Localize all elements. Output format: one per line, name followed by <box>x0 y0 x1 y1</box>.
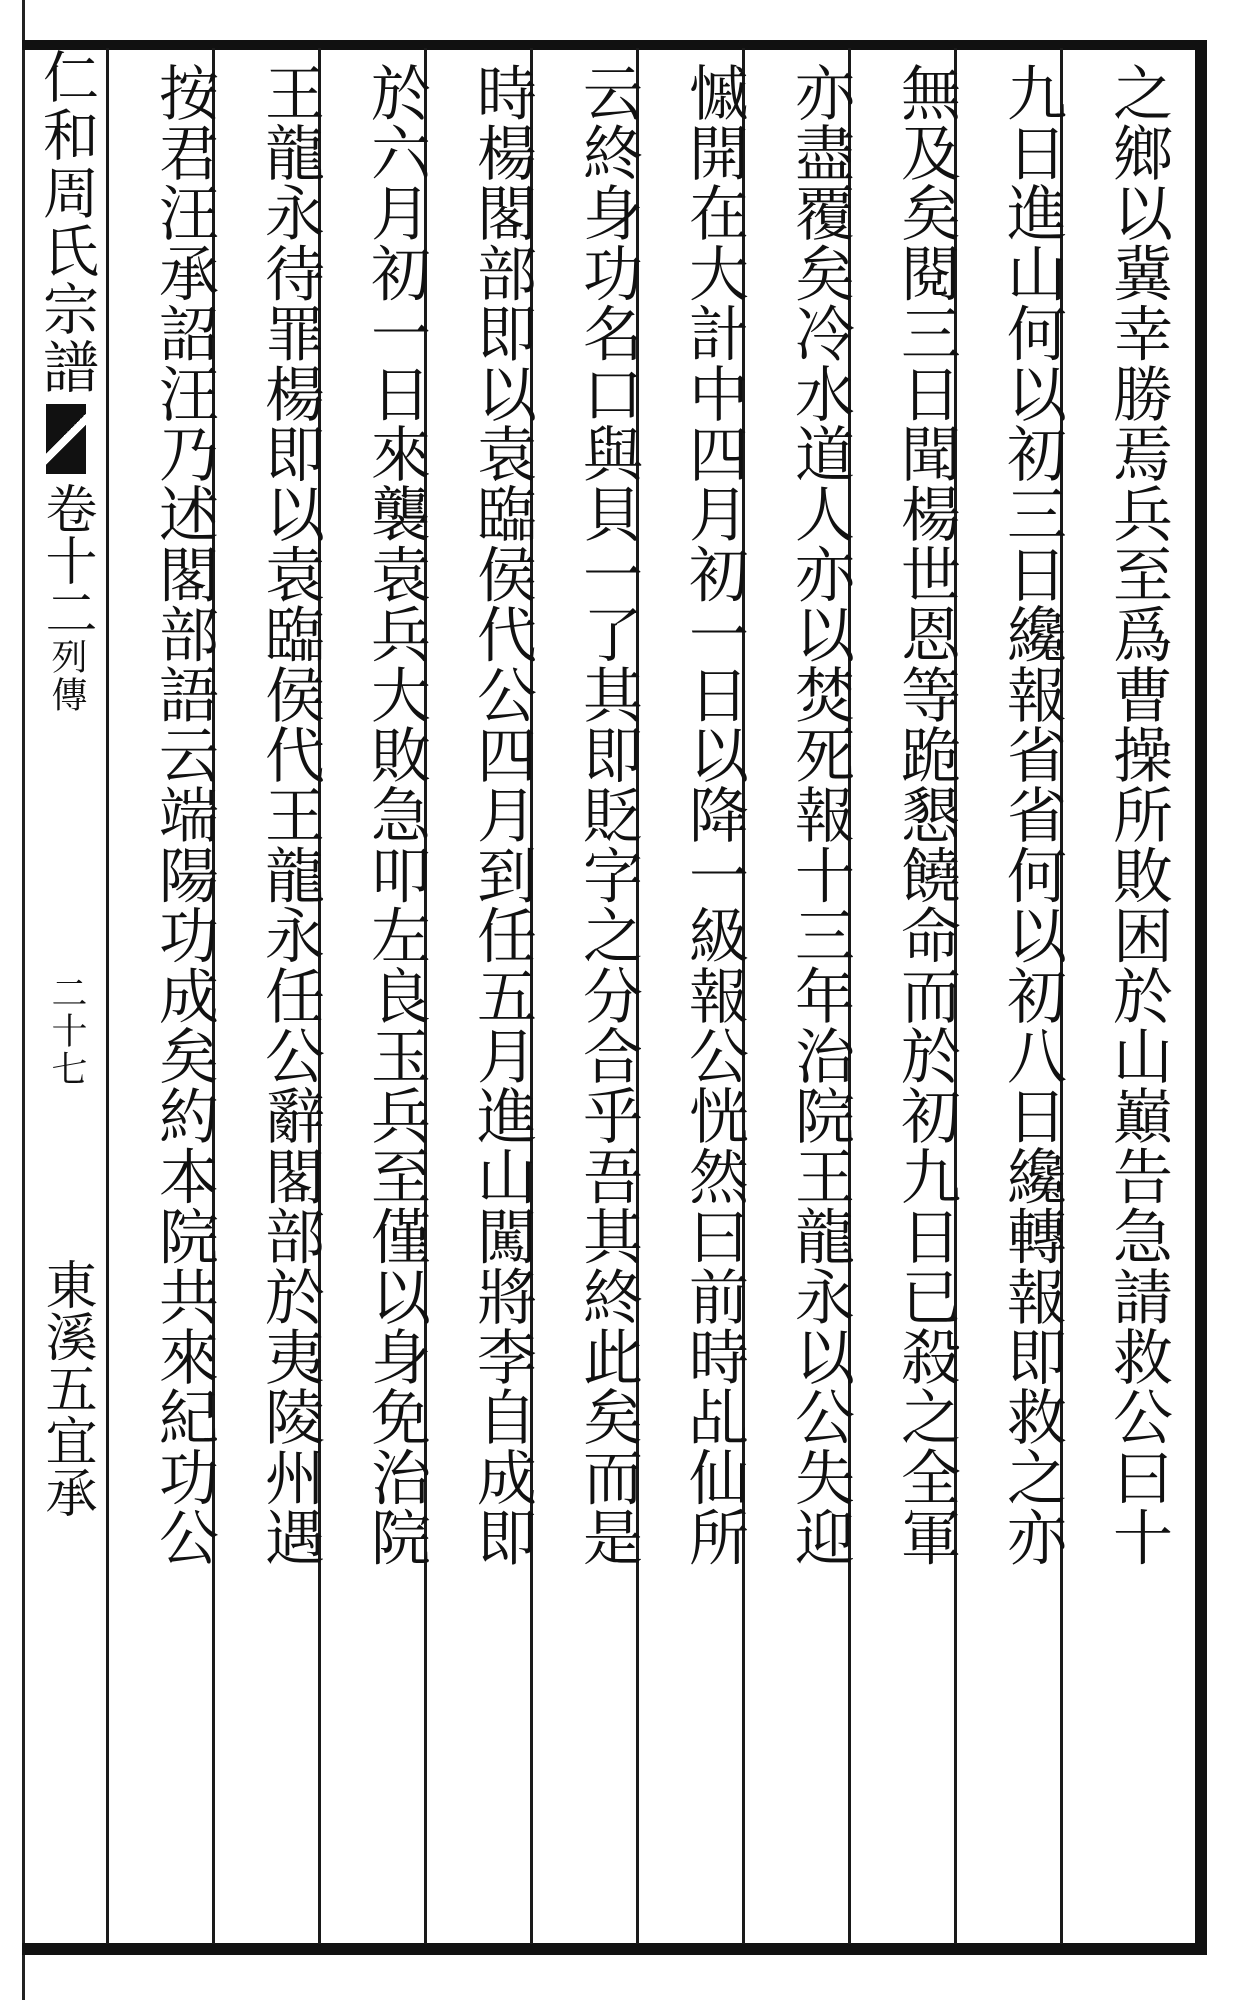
text-column-1: 之鄉以冀幸勝焉兵至爲曹操所敗困於山巔告急請救公曰十 <box>1103 62 1173 1567</box>
page-number: 二十七 <box>46 974 87 1088</box>
hall-name: 東溪五宜承 <box>36 1258 96 1518</box>
text-column-3: 無及矣閱三日聞楊世恩等跪懇饒命而於初九日已殺之全軍 <box>891 62 961 1567</box>
book-title: 仁和周氏宗譜 <box>34 48 99 396</box>
volume-label: 卷十二 <box>36 482 96 638</box>
book-banner <box>26 48 106 1948</box>
section-label: 列傳 <box>46 638 87 714</box>
text-column-4: 亦盡覆矣冷水道人亦以焚死報十三年治院王龍永以公失迎 <box>785 62 855 1567</box>
text-column-8: 於六月初一日來襲袁兵大敗急叩左良玉兵至僅以身免治院 <box>361 62 431 1567</box>
column-separator <box>106 48 109 1944</box>
fish-tail-mark <box>46 404 86 474</box>
text-column-7: 時楊閣部即以袁臨侯代公四月到任五月進山闖將李自成即 <box>467 62 537 1567</box>
text-column-10: 按君汪承詔汪乃述閣部語云端陽功成矣約本院共來紀功公 <box>149 62 219 1567</box>
text-column-6: 云終身功名口與貝一了其即貶字之分合乎吾其終此矣而是 <box>573 62 643 1567</box>
text-column-5: 慽開在大計中四月初一日以降一級報公恍然曰前時乩仙所 <box>679 62 749 1567</box>
text-column-9: 王龍永待罪楊即以袁臨侯代王龍永任公辭閣部於夷陵州遇 <box>255 62 325 1567</box>
text-column-2: 九日進山何以初三日纔報省省何以初八日纔轉報即救之亦 <box>997 62 1067 1567</box>
